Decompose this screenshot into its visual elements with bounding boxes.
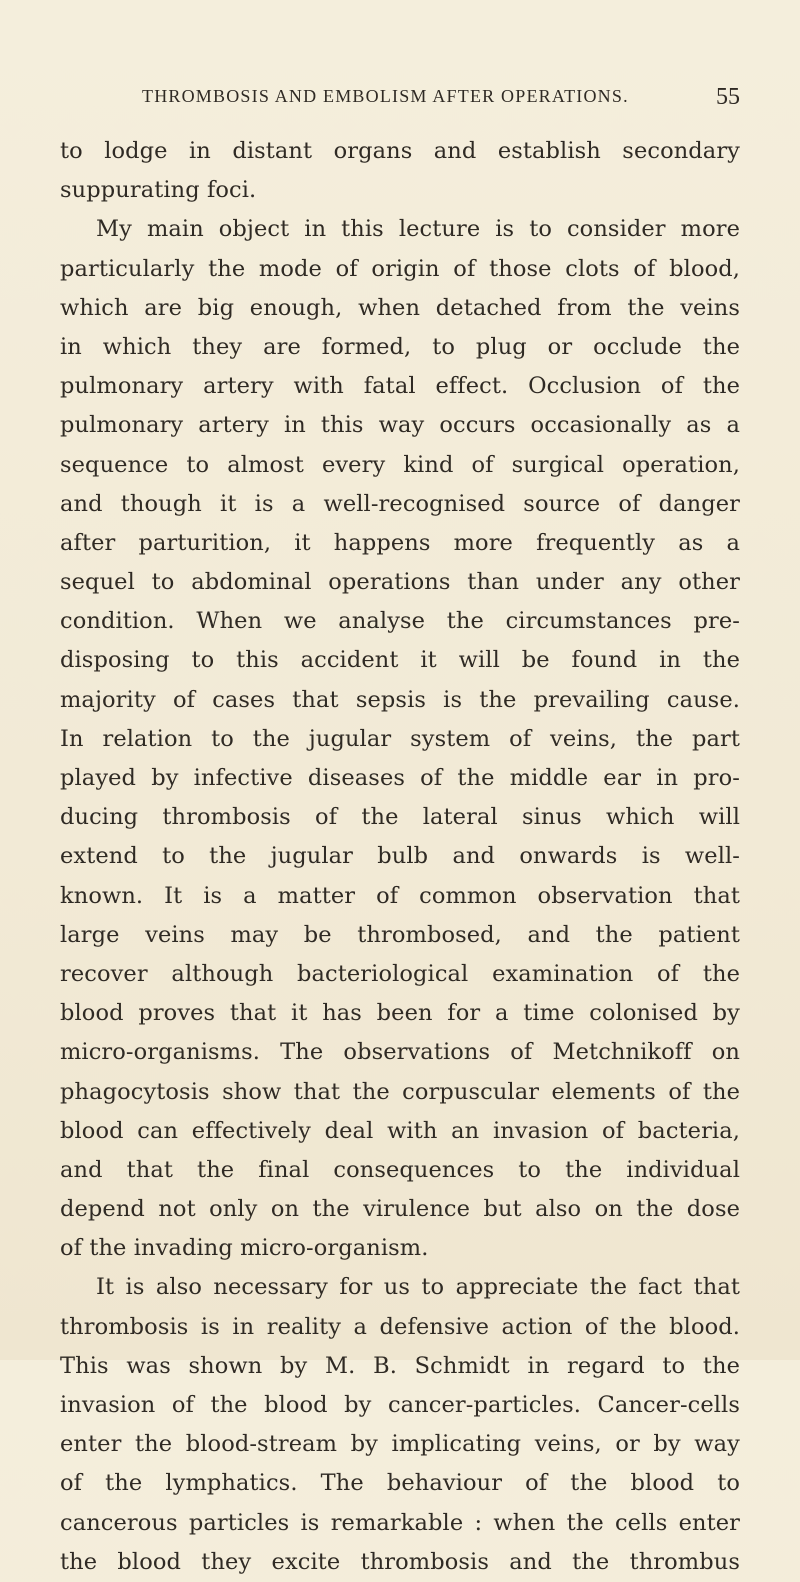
text-line: This was shown by M. B. Schmidt in regard to the — [60, 1352, 740, 1379]
text-line: and though it is a well-recognised source of danger — [60, 490, 740, 517]
text-line: enter the blood-stream by implicating veins, or by way — [60, 1431, 740, 1458]
text-line: pulmonary artery with fatal effect. Occlusion of the — [60, 373, 740, 400]
text-line: played by infective diseases of the middle ear in pro- — [60, 765, 740, 791]
text-line: sequence to almost every kind of surgical operation, — [60, 451, 740, 478]
text-line: depend not only on the virulence but also on the dose — [60, 1196, 740, 1223]
paragraph-start-line: My main object in this lecture is to consider more — [96, 216, 740, 243]
text-line: blood proves that it has been for a time colonised by — [60, 1000, 740, 1027]
text-line: in which they are formed, to plug or occlude the — [60, 333, 740, 360]
text-line: after parturition, it happens more frequently as a — [60, 529, 740, 556]
text-line: micro-organisms. The observations of Metchnikoff on — [60, 1039, 740, 1066]
text-line: of the lymphatics. The behaviour of the blood to — [60, 1470, 740, 1497]
text-line: large veins may be thrombosed, and the patient — [60, 921, 740, 948]
text-line: of the invading micro-organism. — [60, 1235, 429, 1262]
body-text — [60, 132, 740, 1582]
paragraph-start-line: It is also necessary for us to appreciate the fact that — [96, 1274, 740, 1301]
text-line: to lodge in distant organs and establish secondary — [60, 138, 740, 164]
text-line: thrombosis is in reality a defensive action of the blood. — [60, 1313, 740, 1340]
text-line: majority of cases that sepsis is the prevailing cause. — [60, 686, 740, 713]
text-line: particularly the mode of origin of those clots of blood, — [60, 255, 740, 282]
text-line: known. It is a matter of common observation that — [60, 882, 740, 909]
text-line: sequel to abdominal operations than under any other — [60, 569, 740, 596]
text-line: blood can effectively deal with an invasion of bacteria, — [60, 1117, 740, 1144]
text-line: ducing thrombosis of the lateral sinus which will — [60, 804, 740, 831]
text-line: the blood they excite thrombosis and the thrombus — [60, 1548, 740, 1575]
text-line: invasion of the blood by cancer-particles. Cancer-cells — [60, 1392, 740, 1418]
text-line: condition. When we analyse the circumstances pre- — [60, 608, 740, 635]
text-line: phagocytosis show that the corpuscular elements of the — [60, 1078, 740, 1105]
text-line: which are big enough, when detached from the veins — [60, 294, 740, 321]
text-line: and that the final consequences to the individual — [60, 1156, 740, 1183]
text-line: In relation to the jugular system of veins, the part — [60, 725, 740, 752]
running-title: THROMBOSIS AND EMBOLISM AFTER OPERATIONS. — [142, 86, 629, 106]
text-line: extend to the jugular bulb and onwards is well- — [60, 843, 740, 870]
text-line: suppurating foci. — [60, 177, 257, 204]
page-number: 55 — [716, 84, 740, 110]
text-line: pulmonary artery in this way occurs occasionally as a — [60, 412, 740, 439]
text-line: cancerous particles is remarkable : when the cells enter — [60, 1509, 740, 1536]
text-line: disposing to this accident it will be found in the — [60, 647, 740, 674]
running-head — [60, 86, 740, 114]
text-line: recover although bacteriological examination of the — [60, 960, 740, 987]
